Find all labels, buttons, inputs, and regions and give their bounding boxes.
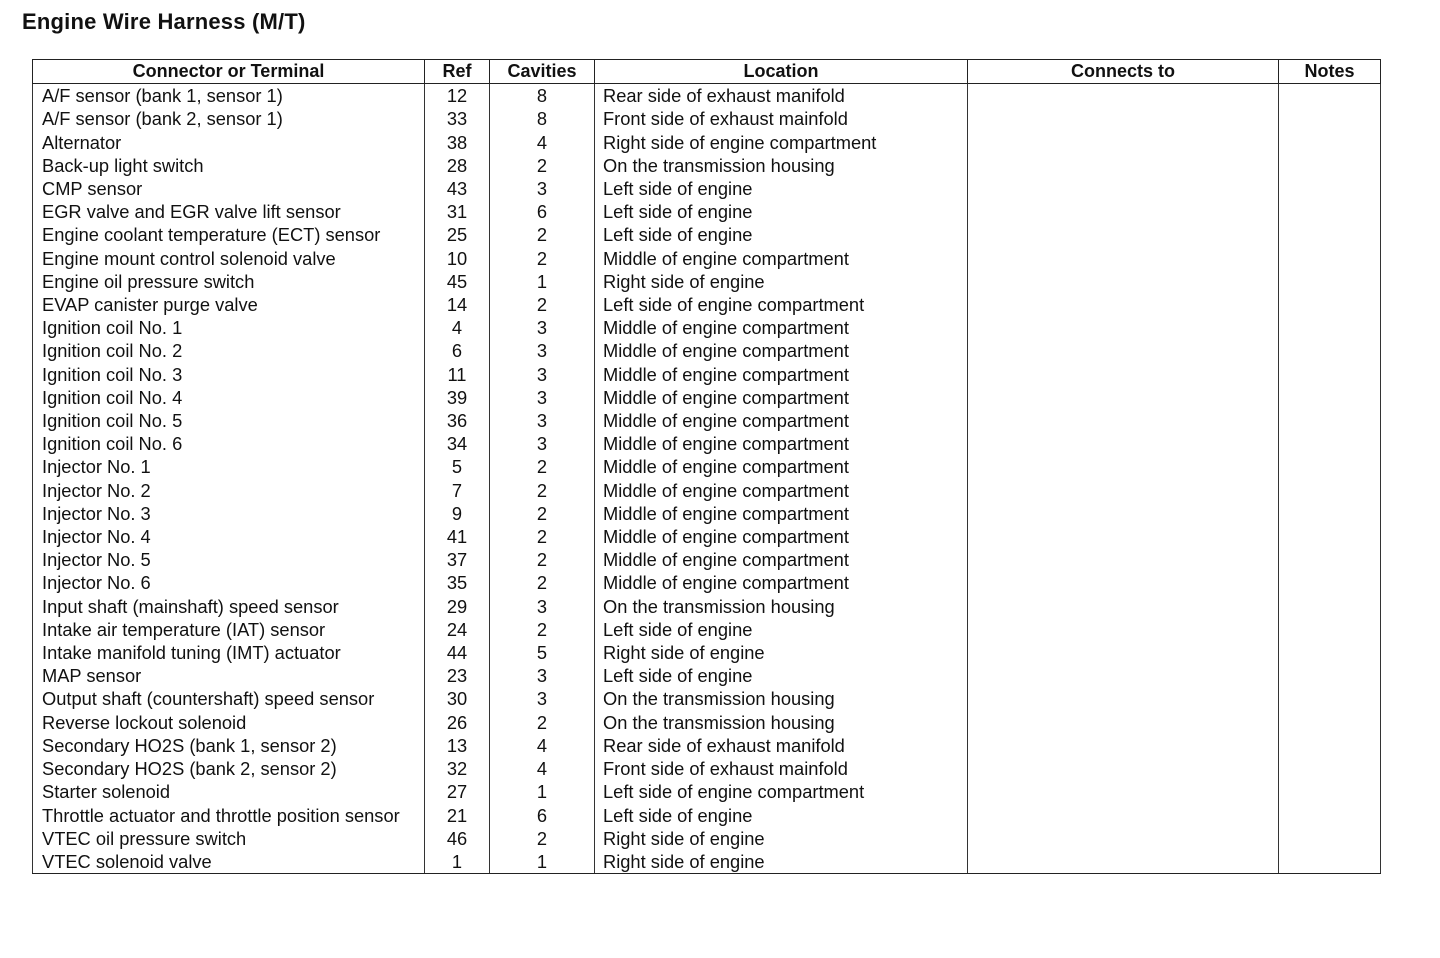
table-row	[33, 131, 1381, 154]
cell-cavities: 1	[490, 270, 595, 293]
cell-connects-to	[968, 247, 1279, 270]
cell-location: Right side of engine	[595, 827, 968, 850]
cell-location: Rear side of exhaust manifold	[595, 734, 968, 757]
cell-location: Left side of engine	[595, 664, 968, 687]
cell-location: Left side of engine	[595, 804, 968, 827]
cell-connects-to	[968, 200, 1279, 223]
cell-ref: 33	[425, 107, 490, 130]
cell-cavities: 2	[490, 247, 595, 270]
cell-ref: 24	[425, 618, 490, 641]
cell-ref: 6	[425, 339, 490, 362]
cell-ref: 25	[425, 223, 490, 246]
cell-connects-to	[968, 525, 1279, 548]
cell-cavities: 2	[490, 571, 595, 594]
cell-notes	[1279, 131, 1381, 154]
cell-cavities: 2	[490, 223, 595, 246]
cell-ref: 4	[425, 316, 490, 339]
table-row	[33, 177, 1381, 200]
cell-connects-to	[968, 502, 1279, 525]
cell-ref: 29	[425, 595, 490, 618]
cell-connects-to	[968, 84, 1279, 108]
cell-location: Right side of engine compartment	[595, 131, 968, 154]
cell-connector: Intake air temperature (IAT) sensor	[33, 618, 425, 641]
cell-connector: A/F sensor (bank 1, sensor 1)	[33, 84, 425, 108]
cell-cavities: 2	[490, 479, 595, 502]
cell-notes	[1279, 154, 1381, 177]
column-header-location: Location	[595, 60, 968, 84]
cell-cavities: 8	[490, 84, 595, 108]
cell-location: Middle of engine compartment	[595, 247, 968, 270]
cell-cavities: 2	[490, 618, 595, 641]
cell-ref: 46	[425, 827, 490, 850]
cell-ref: 23	[425, 664, 490, 687]
cell-connector: Engine coolant temperature (ECT) sensor	[33, 223, 425, 246]
cell-connector: Reverse lockout solenoid	[33, 711, 425, 734]
column-header-ref: Ref	[425, 60, 490, 84]
cell-notes	[1279, 641, 1381, 664]
cell-location: Middle of engine compartment	[595, 479, 968, 502]
cell-cavities: 3	[490, 409, 595, 432]
cell-notes	[1279, 316, 1381, 339]
cell-connector: Ignition coil No. 1	[33, 316, 425, 339]
cell-notes	[1279, 757, 1381, 780]
column-header-connector: Connector or Terminal	[33, 60, 425, 84]
cell-connector: Starter solenoid	[33, 780, 425, 803]
cell-connector: MAP sensor	[33, 664, 425, 687]
cell-cavities: 2	[490, 154, 595, 177]
cell-ref: 34	[425, 432, 490, 455]
cell-location: Left side of engine	[595, 223, 968, 246]
cell-connector: Intake manifold tuning (IMT) actuator	[33, 641, 425, 664]
cell-cavities: 4	[490, 757, 595, 780]
cell-connects-to	[968, 339, 1279, 362]
cell-location: Middle of engine compartment	[595, 455, 968, 478]
cell-ref: 14	[425, 293, 490, 316]
cell-cavities: 3	[490, 386, 595, 409]
cell-notes	[1279, 711, 1381, 734]
cell-ref: 39	[425, 386, 490, 409]
cell-cavities: 2	[490, 711, 595, 734]
cell-notes	[1279, 804, 1381, 827]
cell-notes	[1279, 687, 1381, 710]
cell-connector: Throttle actuator and throttle position sensor	[33, 804, 425, 827]
table-row	[33, 827, 1381, 850]
cell-ref: 41	[425, 525, 490, 548]
cell-connects-to	[968, 223, 1279, 246]
cell-cavities: 3	[490, 339, 595, 362]
table-row	[33, 200, 1381, 223]
cell-location: Left side of engine	[595, 177, 968, 200]
cell-cavities: 2	[490, 525, 595, 548]
cell-location: On the transmission housing	[595, 154, 968, 177]
cell-connects-to	[968, 409, 1279, 432]
cell-ref: 13	[425, 734, 490, 757]
cell-connector: Injector No. 1	[33, 455, 425, 478]
cell-connector: Ignition coil No. 5	[33, 409, 425, 432]
cell-location: Middle of engine compartment	[595, 548, 968, 571]
cell-location: Middle of engine compartment	[595, 432, 968, 455]
cell-ref: 5	[425, 455, 490, 478]
cell-ref: 21	[425, 804, 490, 827]
cell-location: Middle of engine compartment	[595, 409, 968, 432]
table-row	[33, 270, 1381, 293]
cell-connects-to	[968, 177, 1279, 200]
cell-cavities: 1	[490, 780, 595, 803]
cell-connector: Injector No. 5	[33, 548, 425, 571]
cell-cavities: 6	[490, 804, 595, 827]
cell-ref: 28	[425, 154, 490, 177]
cell-location: Left side of engine compartment	[595, 780, 968, 803]
cell-connector: Back-up light switch	[33, 154, 425, 177]
cell-notes	[1279, 827, 1381, 850]
cell-cavities: 4	[490, 131, 595, 154]
cell-cavities: 2	[490, 293, 595, 316]
table-row	[33, 223, 1381, 246]
cell-notes	[1279, 177, 1381, 200]
cell-location: Middle of engine compartment	[595, 339, 968, 362]
cell-connects-to	[968, 386, 1279, 409]
cell-connector: CMP sensor	[33, 177, 425, 200]
cell-connects-to	[968, 479, 1279, 502]
cell-connects-to	[968, 363, 1279, 386]
cell-ref: 11	[425, 363, 490, 386]
cell-ref: 32	[425, 757, 490, 780]
cell-connector: EGR valve and EGR valve lift sensor	[33, 200, 425, 223]
cell-connects-to	[968, 131, 1279, 154]
cell-connector: A/F sensor (bank 2, sensor 1)	[33, 107, 425, 130]
cell-connects-to	[968, 687, 1279, 710]
cell-connector: Input shaft (mainshaft) speed sensor	[33, 595, 425, 618]
table-row	[33, 479, 1381, 502]
table-row	[33, 409, 1381, 432]
cell-notes	[1279, 223, 1381, 246]
cell-connector: Output shaft (countershaft) speed sensor	[33, 687, 425, 710]
column-header-cavities: Cavities	[490, 60, 595, 84]
table-row	[33, 525, 1381, 548]
cell-ref: 37	[425, 548, 490, 571]
cell-notes	[1279, 293, 1381, 316]
cell-location: Front side of exhaust mainfold	[595, 107, 968, 130]
table-row	[33, 618, 1381, 641]
cell-connector: Alternator	[33, 131, 425, 154]
cell-connects-to	[968, 432, 1279, 455]
cell-connects-to	[968, 618, 1279, 641]
cell-ref: 31	[425, 200, 490, 223]
cell-connects-to	[968, 595, 1279, 618]
cell-connects-to	[968, 641, 1279, 664]
cell-notes	[1279, 479, 1381, 502]
cell-ref: 44	[425, 641, 490, 664]
cell-connects-to	[968, 804, 1279, 827]
cell-connects-to	[968, 850, 1279, 874]
cell-connector: VTEC oil pressure switch	[33, 827, 425, 850]
cell-ref: 45	[425, 270, 490, 293]
table-row	[33, 386, 1381, 409]
cell-cavities: 2	[490, 548, 595, 571]
cell-notes	[1279, 247, 1381, 270]
cell-notes	[1279, 270, 1381, 293]
cell-location: Left side of engine compartment	[595, 293, 968, 316]
cell-location: On the transmission housing	[595, 595, 968, 618]
cell-connector: Injector No. 3	[33, 502, 425, 525]
table-row	[33, 664, 1381, 687]
cell-notes	[1279, 339, 1381, 362]
cell-cavities: 2	[490, 455, 595, 478]
cell-connector: VTEC solenoid valve	[33, 850, 425, 874]
table-row	[33, 154, 1381, 177]
table-row	[33, 455, 1381, 478]
cell-cavities: 3	[490, 595, 595, 618]
table-body	[33, 84, 1381, 874]
cell-connects-to	[968, 757, 1279, 780]
cell-ref: 27	[425, 780, 490, 803]
cell-cavities: 5	[490, 641, 595, 664]
table-row	[33, 780, 1381, 803]
cell-connects-to	[968, 270, 1279, 293]
table-row	[33, 247, 1381, 270]
cell-notes	[1279, 432, 1381, 455]
cell-cavities: 3	[490, 687, 595, 710]
cell-connector: Secondary HO2S (bank 1, sensor 2)	[33, 734, 425, 757]
cell-ref: 12	[425, 84, 490, 108]
cell-ref: 35	[425, 571, 490, 594]
cell-location: Front side of exhaust mainfold	[595, 757, 968, 780]
cell-cavities: 3	[490, 363, 595, 386]
cell-cavities: 3	[490, 177, 595, 200]
cell-ref: 38	[425, 131, 490, 154]
cell-cavities: 2	[490, 502, 595, 525]
cell-location: Rear side of exhaust manifold	[595, 84, 968, 108]
table-row	[33, 432, 1381, 455]
cell-connector: Injector No. 6	[33, 571, 425, 594]
cell-connector: Injector No. 2	[33, 479, 425, 502]
cell-location: Middle of engine compartment	[595, 316, 968, 339]
cell-cavities: 3	[490, 432, 595, 455]
cell-notes	[1279, 734, 1381, 757]
cell-cavities: 3	[490, 316, 595, 339]
cell-notes	[1279, 571, 1381, 594]
cell-notes	[1279, 595, 1381, 618]
cell-cavities: 1	[490, 850, 595, 874]
cell-notes	[1279, 363, 1381, 386]
cell-cavities: 2	[490, 827, 595, 850]
table-row	[33, 107, 1381, 130]
table-row	[33, 548, 1381, 571]
cell-notes	[1279, 780, 1381, 803]
cell-connects-to	[968, 293, 1279, 316]
cell-location: Right side of engine	[595, 641, 968, 664]
column-header-notes: Notes	[1279, 60, 1381, 84]
table-row	[33, 804, 1381, 827]
cell-connector: Injector No. 4	[33, 525, 425, 548]
cell-connects-to	[968, 664, 1279, 687]
cell-notes	[1279, 107, 1381, 130]
harness-table	[32, 59, 1381, 874]
cell-notes	[1279, 548, 1381, 571]
page-title: Engine Wire Harness (M/T)	[22, 9, 306, 34]
cell-connects-to	[968, 780, 1279, 803]
cell-location: Middle of engine compartment	[595, 363, 968, 386]
cell-connects-to	[968, 734, 1279, 757]
cell-connector: Secondary HO2S (bank 2, sensor 2)	[33, 757, 425, 780]
cell-ref: 43	[425, 177, 490, 200]
cell-notes	[1279, 200, 1381, 223]
cell-connects-to	[968, 548, 1279, 571]
cell-connects-to	[968, 316, 1279, 339]
table-header-row	[33, 60, 1381, 84]
table-row	[33, 84, 1381, 108]
cell-cavities: 8	[490, 107, 595, 130]
cell-connector: Ignition coil No. 2	[33, 339, 425, 362]
table-row	[33, 363, 1381, 386]
cell-location: Middle of engine compartment	[595, 502, 968, 525]
cell-location: Right side of engine	[595, 270, 968, 293]
cell-location: Left side of engine	[595, 618, 968, 641]
cell-location: Middle of engine compartment	[595, 386, 968, 409]
cell-connects-to	[968, 107, 1279, 130]
cell-connector: Ignition coil No. 6	[33, 432, 425, 455]
cell-location: On the transmission housing	[595, 711, 968, 734]
cell-connects-to	[968, 827, 1279, 850]
table-row	[33, 595, 1381, 618]
table-row	[33, 502, 1381, 525]
cell-connects-to	[968, 455, 1279, 478]
cell-location: Right side of engine	[595, 850, 968, 874]
cell-connector: Ignition coil No. 3	[33, 363, 425, 386]
cell-ref: 26	[425, 711, 490, 734]
cell-connector: Ignition coil No. 4	[33, 386, 425, 409]
table-row	[33, 293, 1381, 316]
cell-notes	[1279, 455, 1381, 478]
table-row	[33, 571, 1381, 594]
cell-ref: 36	[425, 409, 490, 432]
cell-cavities: 3	[490, 664, 595, 687]
cell-notes	[1279, 409, 1381, 432]
table-row	[33, 339, 1381, 362]
cell-notes	[1279, 618, 1381, 641]
table-row	[33, 711, 1381, 734]
cell-connector: EVAP canister purge valve	[33, 293, 425, 316]
cell-ref: 30	[425, 687, 490, 710]
cell-notes	[1279, 502, 1381, 525]
cell-location: Middle of engine compartment	[595, 571, 968, 594]
cell-notes	[1279, 664, 1381, 687]
cell-ref: 9	[425, 502, 490, 525]
column-header-connects-to: Connects to	[968, 60, 1279, 84]
cell-notes	[1279, 84, 1381, 108]
table-row	[33, 850, 1381, 874]
table-row	[33, 734, 1381, 757]
cell-ref: 7	[425, 479, 490, 502]
cell-connector: Engine oil pressure switch	[33, 270, 425, 293]
cell-notes	[1279, 386, 1381, 409]
cell-connects-to	[968, 154, 1279, 177]
cell-location: On the transmission housing	[595, 687, 968, 710]
table-row	[33, 641, 1381, 664]
cell-connects-to	[968, 571, 1279, 594]
cell-connector: Engine mount control solenoid valve	[33, 247, 425, 270]
cell-ref: 1	[425, 850, 490, 874]
cell-location: Left side of engine	[595, 200, 968, 223]
cell-connects-to	[968, 711, 1279, 734]
table-row	[33, 687, 1381, 710]
cell-cavities: 4	[490, 734, 595, 757]
cell-location: Middle of engine compartment	[595, 525, 968, 548]
cell-notes	[1279, 525, 1381, 548]
cell-ref: 10	[425, 247, 490, 270]
cell-notes	[1279, 850, 1381, 874]
cell-cavities: 6	[490, 200, 595, 223]
table-row	[33, 316, 1381, 339]
table-row	[33, 757, 1381, 780]
